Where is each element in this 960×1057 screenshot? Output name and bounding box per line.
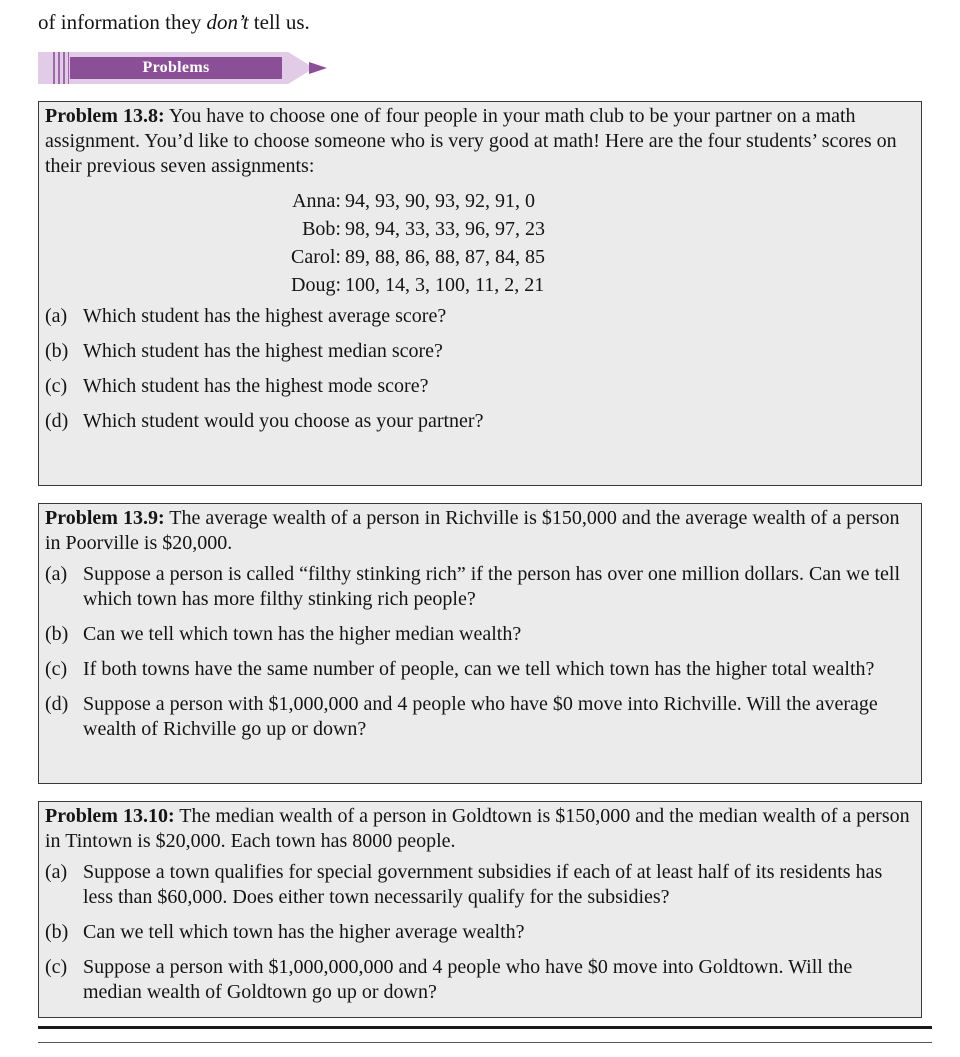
problem-13-10 [38,801,922,1018]
problem-13-9 [38,503,922,784]
problem-part [45,920,915,945]
part-letter: (a) [45,563,68,585]
part-letter: (b) [45,921,69,943]
student-scores: 98, 94, 33, 33, 96, 97, 23 [345,218,545,240]
problem-13-8 [38,101,922,486]
problem-part [45,860,915,910]
part-text: Which student would you choose as your partner? [83,410,484,432]
student-scores: 89, 88, 86, 88, 87, 84, 85 [345,246,545,268]
problem-part [45,657,915,682]
student-scores: 100, 14, 3, 100, 11, 2, 21 [345,274,545,296]
part-letter: (c) [45,375,68,397]
section-divider-thin [38,1042,932,1043]
part-letter: (b) [45,623,69,645]
part-letter: (d) [45,693,69,715]
part-letter: (a) [45,861,68,883]
part-letter: (a) [45,305,68,327]
problem-text: The median wealth of a person in Goldtown is $150,000 and the median wealth of a person in Tintown is $20,000. Each town has 8000 people. [45,805,910,852]
intro-text [38,8,310,36]
part-text: Which student has the highest average score? [83,305,447,327]
part-letter: (c) [45,956,68,978]
problem-text: The average wealth of a person in Richville is $150,000 and the average wealth of a person in Poorville is $20,000. [45,507,900,554]
student-name: Carol: [291,246,341,268]
problem-part [45,955,915,1005]
pencil-ferrule [53,52,69,84]
part-text: If both towns have the same number of people, can we tell which town has the higher total wealth? [83,658,875,680]
problem-part [45,692,915,742]
problem-part [45,622,915,647]
pencil-lead-arrow-icon [309,62,327,74]
problem-part [45,374,915,399]
intro-emphasis: don’t [206,10,249,34]
section-divider-thick [38,1026,932,1029]
scores-list [45,189,915,298]
problem-heading: Problem 13.9: [45,507,165,529]
intro-after: tell us. [248,10,310,34]
problem-part [45,304,915,329]
problems-banner [38,52,330,84]
part-text: Suppose a person with $1,000,000 and 4 people who have $0 move into Richville. Will the average wealth of Richville go up or down? [83,693,878,740]
problem-parts [45,562,915,742]
student-scores: 94, 93, 90, 93, 92, 91, 0 [345,190,535,212]
student-name: Bob: [302,218,341,240]
part-text: Which student has the highest mode score? [83,375,429,397]
part-letter: (b) [45,340,69,362]
intro-before: of information they [38,10,207,34]
problem-statement [45,804,915,854]
problem-part [45,339,915,364]
problem-heading: Problem 13.10: [45,805,175,827]
problem-text: You have to choose one of four people in your math club to be your partner on a math assignment. You’d like to choose someone who is very good at math! Here are the four students’ scores on their previous seven assignments: [45,105,897,177]
part-text: Suppose a town qualifies for special government subsidies if each of at least half of its residents has less than $60,000. Does either town necessarily qualify for the subsidies? [83,861,883,908]
problem-parts [45,860,915,1005]
problem-heading: Problem 13.8: [45,105,165,127]
problem-statement [45,104,915,179]
part-text: Suppose a person with $1,000,000,000 and 4 people who have $0 move into Goldtown. Will the median wealth of Goldtown go up or down? [83,956,853,1003]
student-name: Anna: [292,190,341,212]
part-text: Suppose a person is called “filthy stinking rich” if the person has over one million dollars. Can we tell which town has more filthy stinking rich people? [83,563,901,610]
part-text: Can we tell which town has the higher average wealth? [83,921,525,943]
part-letter: (c) [45,658,68,680]
problem-statement [45,506,915,556]
student-name: Doug: [291,274,341,296]
problem-part [45,409,915,434]
part-text: Can we tell which town has the higher median wealth? [83,623,522,645]
banner-label: Problems [70,57,282,79]
part-letter: (d) [45,410,69,432]
problem-part [45,562,915,612]
part-text: Which student has the highest median score? [83,340,443,362]
problem-parts [45,304,915,434]
